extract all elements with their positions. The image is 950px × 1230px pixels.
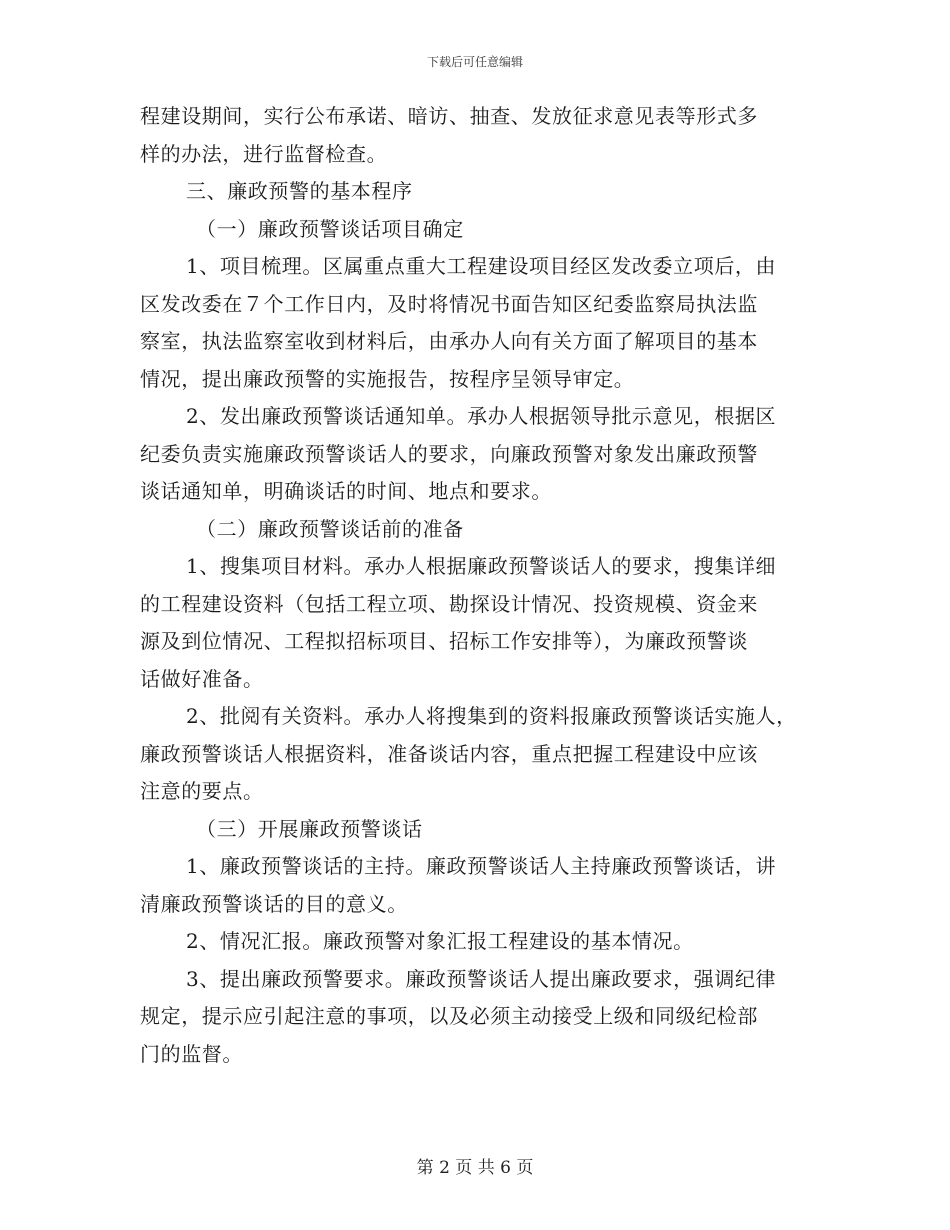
text-line: 3、提出廉政预警要求。廉政预警谈话人提出廉政要求，强调纪律 <box>186 966 777 991</box>
text-line: 注意的要点。 <box>140 779 264 803</box>
text-line: 区发改委在７个工作日内，及时将情况书面告知区纪委监察局执法监 <box>140 291 758 316</box>
document-body <box>140 98 840 1073</box>
text-line: 1、廉政预警谈话的主持。廉政预警谈话人主持廉政预警谈话，讲 <box>186 854 777 878</box>
text-line: 2、批阅有关资料。承办人将搜集到的资料报廉政预警谈话实施人， <box>186 704 797 728</box>
text-line: 情况，提出廉政预警的实施报告，按程序呈领导审定。 <box>140 366 635 391</box>
section-heading: 三、廉政预警的基本程序 <box>186 179 413 203</box>
text-line: 2、发出廉政预警谈话通知单。承办人根据领导批示意见，根据区 <box>186 404 777 428</box>
text-line: 清廉政预警谈话的目的意义。 <box>140 891 408 916</box>
text-line: 廉政预警谈话人根据资料，准备谈话内容，重点把握工程建设中应该 <box>140 741 758 766</box>
text-line: 门的监督。 <box>140 1041 243 1066</box>
text-line: 1、搜集项目材料。承办人根据廉政预警谈话人的要求，搜集详细 <box>186 554 777 578</box>
subsection-heading: （二）廉政预警谈话前的准备 <box>196 516 464 541</box>
text-line: 程建设期间，实行公布承诺、暗访、抽查、发放征求意见表等形式多 <box>140 104 758 128</box>
subsection-heading: （一）廉政预警谈话项目确定 <box>196 216 464 241</box>
text-line: 1、项目梳理。区属重点重大工程建设项目经区发改委立项后，由 <box>186 254 777 278</box>
page-footer: 第 2 页 共 6 页 <box>416 1158 534 1178</box>
text-line: 源及到位情况、工程拟招标项目、招标工作安排等），为廉政预警谈 <box>140 629 748 653</box>
text-line: 2、情况汇报。廉政预警对象汇报工程建设的基本情况。 <box>186 929 694 953</box>
subsection-heading: （三）开展廉政预警谈话 <box>196 816 423 841</box>
text-line: 规定，提示应引起注意的事项，以及必须主动接受上级和同级纪检部 <box>140 1004 758 1028</box>
text-line: 谈话通知单，明确谈话的时间、地点和要求。 <box>140 479 552 503</box>
text-line: 样的办法，进行监督检查。 <box>140 141 388 166</box>
text-line: 话做好准备。 <box>140 666 264 691</box>
text-line: 纪委负责实施廉政预警谈话人的要求，向廉政预警对象发出廉政预警 <box>140 441 758 466</box>
text-line: 的工程建设资料（包括工程立项、勘探设计情况、投资规模、资金来 <box>140 591 758 616</box>
text-line: 察室，执法监察室收到材料后，由承办人向有关方面了解项目的基本 <box>140 329 758 353</box>
page-header: 下载后可任意编辑 <box>426 55 523 69</box>
